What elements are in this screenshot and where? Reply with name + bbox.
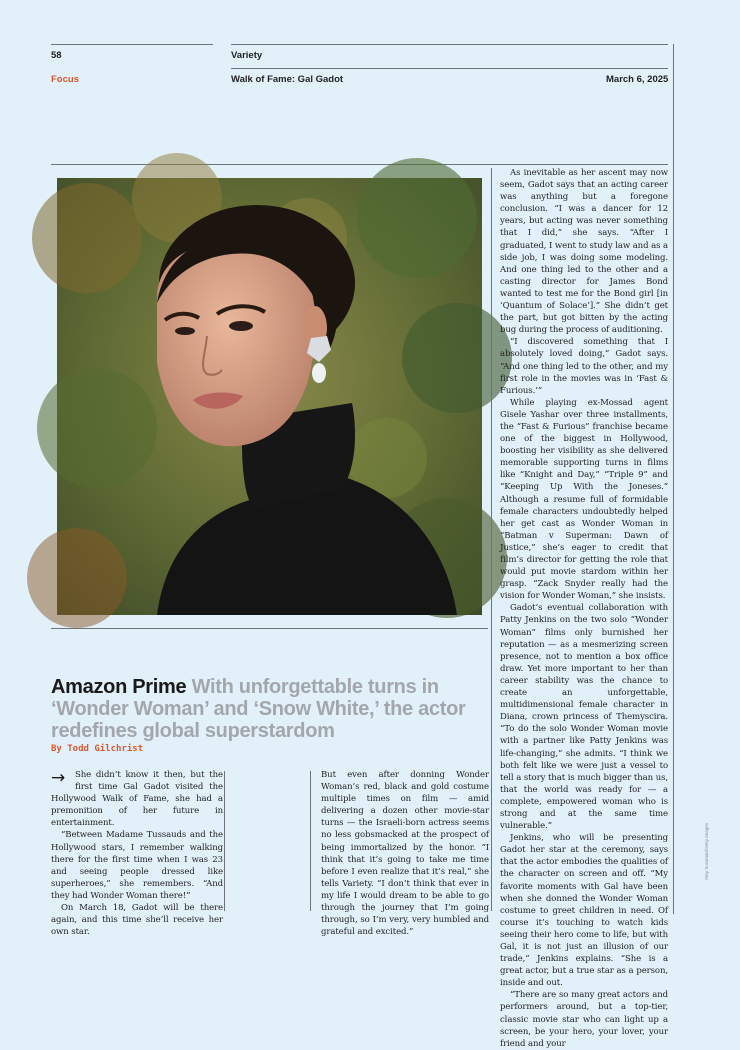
byline: By Todd Gilchrist (51, 744, 144, 754)
paragraph: “I discovered something that I absolutely loved doing,” Gadot says. “And one thing led to the other, and my first role in the movies was in ‘Fast & Furious.’” (500, 337, 668, 396)
section-label: Focus (51, 74, 79, 85)
paragraph: But even after donning Wonder Woman’s red, black and gold costume multiple times on film — amid delivering a dozen other movie-star turns — the Israeli-born actress seems no less gobsmacked at the prospect of being immortalized by the honor. “I think that it’s going to take me time before I even realize that it’s real,” she tells Variety. “I don’t think that ever in my life I would dream to be able to go through the journey that I’m going through, so I’m very, very humbled and grateful and excited.” (321, 770, 489, 938)
article-column-1 (51, 768, 223, 938)
header-rule-mid (231, 68, 668, 69)
issue-date: March 6, 2025 (606, 74, 669, 85)
photo-rule (51, 628, 488, 629)
portrait-illustration (57, 178, 482, 615)
paragraph: While playing ex-Mossad agent Gisele Yashar over three installments, the “Fast & Furious” franchise became one of the biggest in Hollywood, boosting her visibility as she delivered memorable supporting turns in films like “Knight and Day,” “Triple 9” and “Keeping Up With the Joneses.” Although a resume full of formidable female characters undoubtedly helped her get cast as Wonder Woman in “Batman v Superman: Dawn of Justice,” she’s eager to credit that film’s director for getting the role that would put movie stardom within her grasp. “Zack Snyder really had the vision for Wonder Woman,” she insists. (500, 397, 668, 602)
publication-name: Variety (231, 50, 263, 61)
article-column-3 (500, 167, 668, 1049)
paragraph: Gadot’s eventual collaboration with Patty Jenkins on the two solo “Wonder Woman” films only burnished her reputation — as a mesmerizing screen presence, not to mention a box office draw. Yet more important to her than career stability was the chance to create an unforgettable, multidimensional female character in Diana, crown princess of Themyscira. “To do the solo Wonder Woman movie with a partner like Patty Jenkins was life-changing,” she admits. “I think we both felt like we were just a vessel to tell a story that is much bigger than us, that the world was ready for — a complete, empowered woman who is strong and at the same time vulnerable.” (500, 603, 668, 832)
column-divider-3 (491, 168, 492, 911)
headline-deck: With unforgettable turns in ‘Wonder Woman’ and ‘Snow White,’ the actor redefines global superstardom (51, 676, 466, 742)
headline-brand: Amazon Prime (51, 676, 187, 698)
paragraph: Jenkins, who will be presenting Gadot her star at the ceremony, says that the actor embodies the qualities of the character on screen and off. “My favorite moments with Gal have been when she donned the Wonder Woman costume to greet children in need. Of course it’s touching to watch kids seeing their hero come to life, but with Gal, it is not just an illusion of our trade,” Jenkins explains. “She is a great actor, but a true star as a person, inside and out. (500, 833, 668, 989)
paragraph: “There are so many great actors and performers around, but a top-tier, classic movie star who can light up a screen, be your hero, your lover, your friend and your (500, 990, 668, 1049)
article-column-2 (321, 769, 489, 938)
right-frame-line (673, 44, 674, 914)
column-divider-2 (310, 771, 311, 911)
paragraph: → She didn’t know it then, but the first time Gal Gadot visited the Hollywood Walk of Fame, she had a premonition of her future in entertainment. (51, 768, 223, 829)
story-title: Walk of Fame: Gal Gadot (231, 74, 344, 85)
page-number: 58 (51, 50, 62, 61)
arrow-right-icon: → (51, 768, 66, 788)
paragraph: As inevitable as her ascent may now seem, Gadot says that an acting career was anything but a foregone conclusion. “I was a dancer for 12 years, but acting was never something that I did,” she says. “After I graduated, I went to study law and as a side job, I was doing some modeling. And one thing led to the other and a casting director for James Bond wanted to test me for the Bond girl [in ‘Quantum of Solace’].” She didn’t get the part, but got bitten by the acting bug during the process of auditioning. (500, 168, 668, 336)
paragraph: On March 18, Gadot will be there again, and this time she’ll receive her own star. (51, 903, 223, 938)
paragraph: “Between Madame Tussauds and the Hollywood stars, I remember walking there for the first time when I was 23 and seeing people dressed like superheroes,” she remembers. “And they had Wonder Woman there!” (51, 830, 223, 901)
column-divider-1 (224, 771, 225, 911)
photo-credit: Amy Sussman/Getty Images (704, 822, 709, 880)
portrait-photo (57, 178, 482, 615)
headline (51, 676, 496, 742)
header-rule-top-right (231, 44, 668, 45)
header-rule-bottom (51, 164, 668, 165)
header-rule-top (51, 44, 213, 45)
